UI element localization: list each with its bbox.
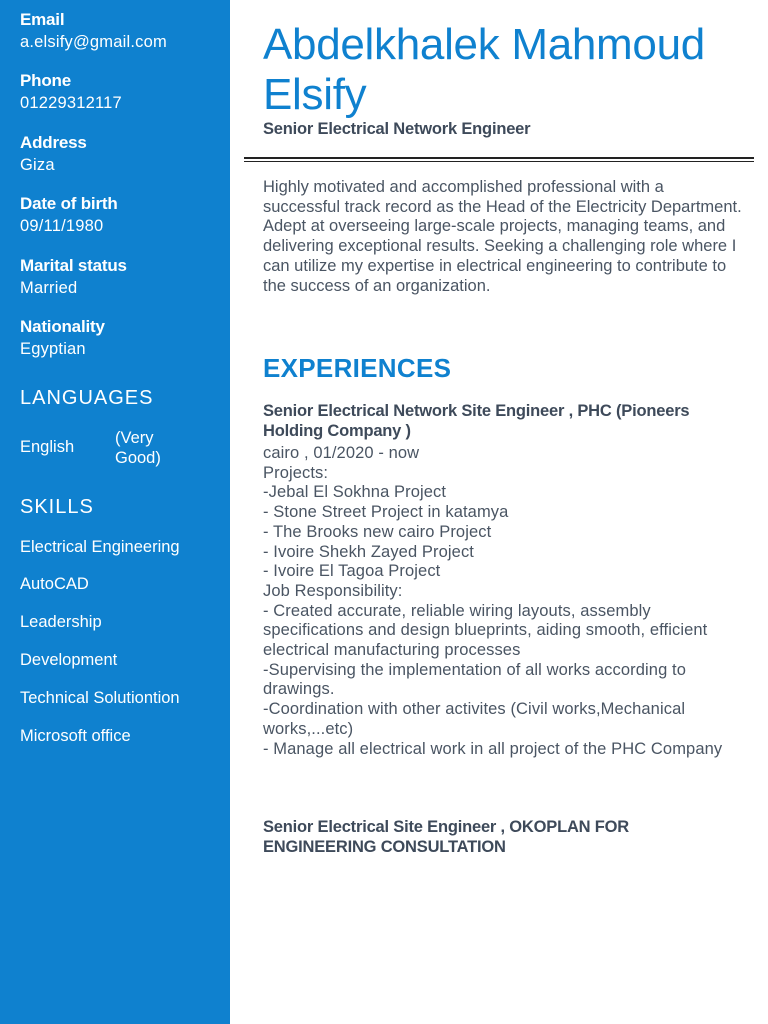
skill-item: Microsoft office <box>20 727 131 745</box>
language-name: English <box>20 438 75 456</box>
email-field <box>20 9 220 53</box>
job-detail-line: - Ivoire El Tagoa Project <box>263 562 441 581</box>
job-title: Senior Electrical Network Site Engineer , PHC (Pioneers Holding Company ) <box>263 402 690 440</box>
skills-heading: SKILLS <box>20 496 94 518</box>
job-detail-line: - Manage all electrical work in all project of the PHC Company <box>263 739 723 758</box>
name-line: Elsify <box>263 70 367 119</box>
phone-label: Phone <box>20 71 71 90</box>
nationality-label: Nationality <box>20 317 105 336</box>
job-detail-line: -Coordination with other activites (Civil works,Mechanical works,...etc) <box>263 700 686 738</box>
email-value: a.elsify@gmail.com <box>20 33 167 51</box>
job-detail-line: - Created accurate, reliable wiring layouts, assembly specifications and design blueprints, aiding smooth, efficient electrical manufacturing processes <box>263 601 708 660</box>
summary: Highly motivated and accomplished professional with a successful track record as the Head of the Electricity Department. Adept at overseeing large-scale projects, managing teams, and delivering exceptional results. Seeking a challenging role where I can utilize my expertise in electrical engineering to contribute to the success of an organization. <box>263 178 742 295</box>
phone-field <box>20 70 220 114</box>
dob-value: 09/11/1980 <box>20 217 104 235</box>
job-role: Senior Electrical Network Engineer <box>263 120 531 138</box>
language-level <box>115 428 215 468</box>
dob-label: Date of birth <box>20 194 118 213</box>
address-value: Giza <box>20 156 55 174</box>
experiences-heading: EXPERIENCES <box>263 353 452 383</box>
nationality-field <box>20 316 220 360</box>
job-detail-line: -Supervising the implementation of all works according to drawings. <box>263 660 686 699</box>
sidebar <box>0 0 230 1024</box>
marital-field <box>20 255 220 299</box>
skill-item: Technical Solutiontion <box>20 689 180 707</box>
divider <box>244 161 754 162</box>
nationality-value: Egyptian <box>20 340 86 358</box>
skill-item: AutoCAD <box>20 575 89 593</box>
job-details <box>263 444 743 759</box>
marital-label: Marital status <box>20 256 127 275</box>
name-line: Abdelkhalek Mahmoud <box>263 20 705 69</box>
languages-heading: LANGUAGES <box>20 387 154 409</box>
language-level-line: (Very <box>115 429 154 447</box>
full-name <box>263 20 743 120</box>
address-label: Address <box>20 133 87 152</box>
job-detail-line: Projects: <box>263 463 329 482</box>
phone-value: 01229312117 <box>20 94 122 112</box>
email-label: Email <box>20 10 65 29</box>
language-level-line: Good) <box>115 449 161 467</box>
job-title: Senior Electrical Site Engineer , OKOPLAN FOR ENGINEERING CONSULTATION <box>263 818 630 856</box>
divider <box>244 157 754 159</box>
main-content <box>230 0 768 1024</box>
job-detail-line: cairo , 01/2020 - now <box>263 444 420 462</box>
address-field <box>20 132 220 176</box>
job-detail-line: -Jebal El Sokhna Project <box>263 483 447 502</box>
skill-item: Development <box>20 651 118 669</box>
job-detail-line: - Ivoire Shekh Zayed Project <box>263 542 474 561</box>
skill-item: Leadership <box>20 613 102 631</box>
job-detail-line: - Stone Street Project in katamya <box>263 503 509 522</box>
marital-value: Married <box>20 279 78 297</box>
job-detail-line: Job Responsibility: <box>263 581 403 600</box>
skill-item: Electrical Engineering <box>20 538 180 556</box>
job-detail-line: - The Brooks new cairo Project <box>263 522 492 541</box>
dob-field <box>20 193 220 237</box>
